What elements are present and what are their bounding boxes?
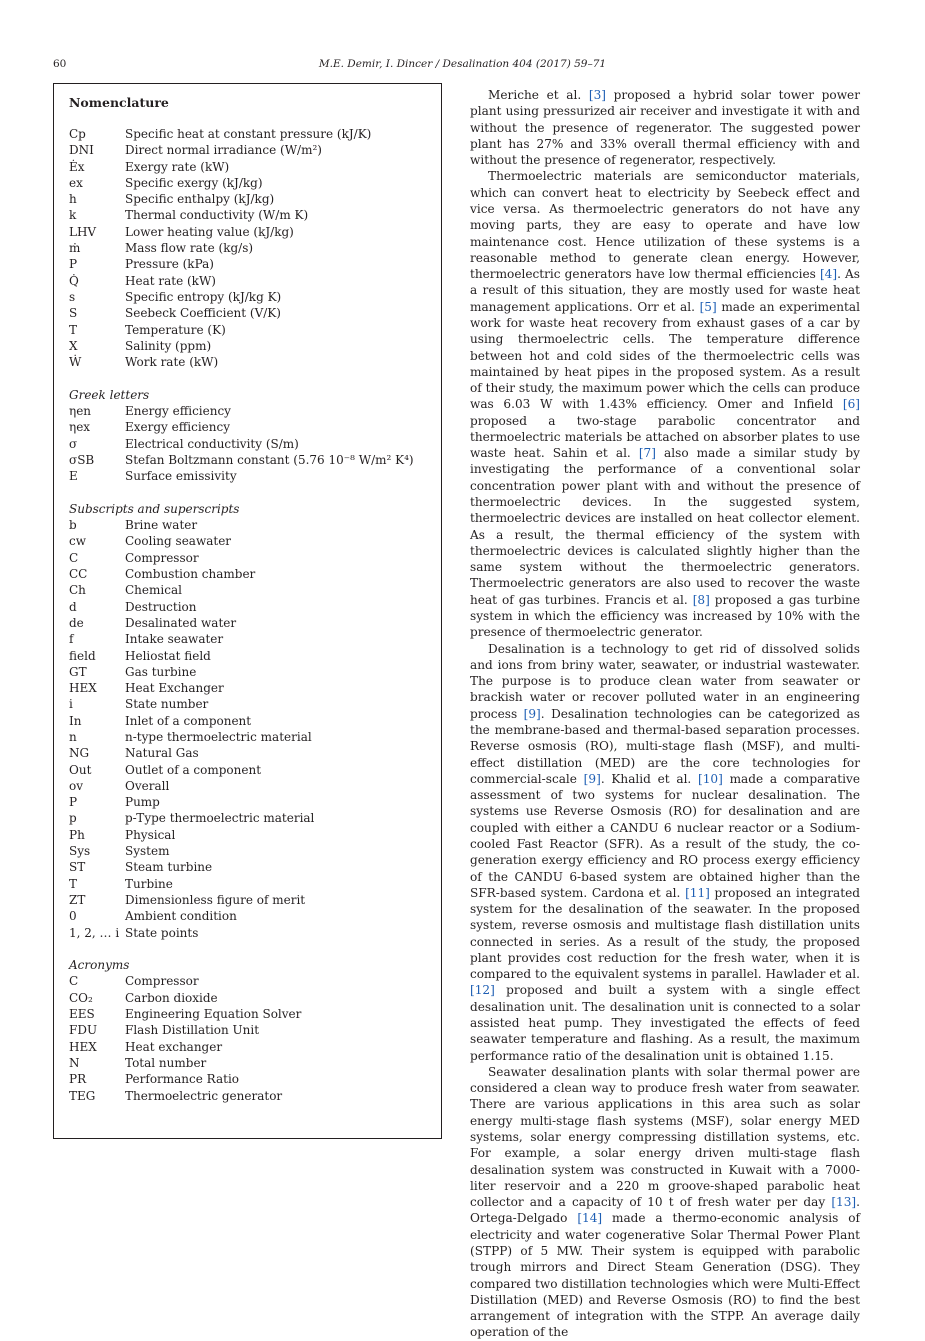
paragraph-text: Desalination is a technology to get rid of dissolved solids and ions from briny water, seawater, or industrial wastewater. The purpose is to produce clean water from seawater or brackish water or recover polluted water in an engineering process <box>470 641 860 721</box>
nomenclature-definition: Engineering Equation Solver <box>125 1007 302 1022</box>
nomenclature-entry <box>69 305 434 321</box>
nomenclature-symbol: T <box>69 876 78 891</box>
nomenclature-symbol: k <box>69 208 77 223</box>
nomenclature-definition: Overall <box>125 778 170 793</box>
nomenclature-entry <box>69 648 434 664</box>
nomenclature-definition: Cooling seawater <box>125 534 232 549</box>
nomenclature-symbol: Sys <box>69 844 91 859</box>
nomenclature-symbol: ηex <box>69 420 91 435</box>
nomenclature-definition: State number <box>125 697 209 712</box>
nomenclature-symbol: S <box>69 306 78 321</box>
nomenclature-symbol: ZT <box>69 892 86 907</box>
paragraph-text: . Desalination technologies can be categorized as the membrane-based and thermal-based separation processes. Reverse osmosis (RO), multi-stage flash (MSF), and multi-effect distillation (MED) are the core technologies for commercial-scale <box>470 706 861 786</box>
nomenclature-definition: Heat rate (kW) <box>125 273 216 288</box>
nomenclature-entry <box>69 1088 434 1104</box>
nomenclature-entry <box>69 468 434 484</box>
nomenclature-entry <box>69 876 434 892</box>
paragraph-text: proposed a hybrid solar tower power plant using pressurized air receiver and investigate it with and without the presence of regenerator. The suggested power plant has 27% and 33% overall thermal efficiency with and without the presence of regenerator, respectively. <box>470 88 860 168</box>
nomenclature-entry <box>69 859 434 875</box>
paragraph-text: made a thermo-economic analysis of electricity and water cogenerative Solar Thermal Power Plant (STPP) of 5 MW. Their system is equipped with parabolic trough mirrors and Direct Steam Generation (DSG). They compared two distillation technologies which were Multi-Effect Distillation (MED) and Reverse Osmosis (RO) to find the best arrangement of integration with the STPP. An average daily operation of the <box>470 1211 860 1340</box>
paragraph-text: made an experimental work for waste heat recovery from exhaust gases of a car by using thermoelectric cells. The temperature difference between hot and cold sides of the thermoelectric cells was maintained by heat pipes in the proposed system. As a result of their study, the maximum power which the cells can produce was 6.03 W with 1.43% efficiency. Omer and Infield <box>470 299 860 412</box>
nomenclature-definition: Compressor <box>125 550 199 565</box>
paragraph-text: Thermoelectric materials are semiconductor materials, which can convert heat to electricity by Seebeck effect and vice versa. As thermoelectric generators do not have any moving parts, they are easy to operate and have low maintenance cost. Hence utilization of these systems is a reasonable method to generate clean energy. However, thermoelectric generators have low thermal efficiencies <box>470 169 860 282</box>
nomenclature-definition: Compressor <box>125 974 199 989</box>
nomenclature-entry <box>69 892 434 908</box>
nomenclature-symbol: FDU <box>69 1023 98 1038</box>
running-header <box>0 58 925 72</box>
nomenclature-symbol: EES <box>69 1007 95 1022</box>
paragraph-text: proposed a gas turbine system in which the efficiency was increased by 10% with the presence of thermoelectric generator. <box>470 592 860 640</box>
nomenclature-entry <box>69 696 434 712</box>
nomenclature-symbol: HEX <box>69 1039 97 1054</box>
citation-link[interactable]: [4] <box>819 267 838 282</box>
nomenclature-entry <box>69 599 434 615</box>
nomenclature-definition: Specific entropy (kJ/kg K) <box>125 289 282 304</box>
nomenclature-definition: Thermoelectric generator <box>125 1088 283 1103</box>
nomenclature-definition: Heat Exchanger <box>125 681 224 696</box>
nomenclature-entry <box>69 843 434 859</box>
nomenclature-symbol: X <box>69 338 78 353</box>
nomenclature-definition: Work rate (kW) <box>125 355 219 370</box>
nomenclature-entry <box>69 631 434 647</box>
nomenclature-entry <box>69 778 434 794</box>
paragraph-text: proposed a two-stage parabolic concentrator and thermoelectric materials be attached on absorber plates to use waste heat. Sahin et al. <box>470 413 860 461</box>
nomenclature-definition: Chemical <box>125 583 182 598</box>
nomenclature-entry <box>69 240 434 256</box>
nomenclature-definition: Pressure (kPa) <box>125 257 214 272</box>
nomenclature-definition: Stefan Boltzmann constant (5.76 10⁻⁸ W/m² K⁴) <box>125 452 414 467</box>
nomenclature-entry <box>69 1022 434 1038</box>
nomenclature-symbol: Ėx <box>69 159 85 174</box>
nomenclature-definition: Gas turbine <box>125 664 197 679</box>
citation-link[interactable]: [3] <box>588 88 606 102</box>
citation-link[interactable]: [5] <box>699 299 717 314</box>
nomenclature-entry <box>69 419 434 435</box>
nomenclature-symbol: HEX <box>69 681 97 696</box>
nomenclature-entry <box>69 794 434 810</box>
nomenclature-symbol: ṁ <box>69 241 81 256</box>
nomenclature-definition: Seebeck Coefficient (V/K) <box>125 306 281 321</box>
nomenclature-definition: Steam turbine <box>125 860 213 875</box>
nomenclature-symbol: ST <box>69 860 86 875</box>
nomenclature-definition: Specific heat at constant pressure (kJ/K) <box>125 127 372 141</box>
nomenclature-entry <box>69 925 434 941</box>
nomenclature-section-heading: Acronyms <box>69 958 130 973</box>
nomenclature-entry <box>69 436 434 452</box>
nomenclature-symbol: σSB <box>69 452 95 467</box>
nomenclature-entry <box>69 810 434 826</box>
nomenclature-entry <box>69 762 434 778</box>
nomenclature-symbol: In <box>69 713 82 728</box>
nomenclature-symbol: LHV <box>69 224 97 239</box>
nomenclature-entry <box>69 126 434 142</box>
paragraph <box>470 641 860 1064</box>
citation-link[interactable]: [10] <box>698 771 723 786</box>
body-text-column <box>470 87 860 1341</box>
nomenclature-entry <box>69 517 434 533</box>
citation-link[interactable]: [9] <box>583 771 601 786</box>
nomenclature-definition: Specific enthalpy (kJ/kg) <box>125 192 275 207</box>
nomenclature-definition: Thermal conductivity (W/m K) <box>125 208 309 223</box>
nomenclature-definition: Flash Distillation Unit <box>125 1023 260 1038</box>
nomenclature-definition: Performance Ratio <box>125 1072 240 1087</box>
citation-link[interactable]: [9] <box>523 706 541 721</box>
nomenclature-definition: Electrical conductivity (S/m) <box>125 436 299 451</box>
nomenclature-definition: Ambient condition <box>125 909 237 924</box>
nomenclature-definition: Carbon dioxide <box>125 990 218 1005</box>
nomenclature-symbol: N <box>69 1055 80 1070</box>
nomenclature-definition: Physical <box>125 827 176 842</box>
citation-link[interactable]: [7] <box>638 446 656 461</box>
paragraph-text: proposed and built a system with a single effect desalination unit. The desalination unit is connected to a solar assisted heat pump. They investigated the effects of feed seawater temperature and flashing. As a result, the maximum performance ratio of the desalination unit is obtained 1.15. <box>470 983 860 1063</box>
nomenclature-symbol: p <box>69 811 77 826</box>
nomenclature-entry <box>69 354 434 370</box>
nomenclature-entry <box>69 273 434 289</box>
nomenclature-definition: Inlet of a component <box>125 713 252 728</box>
nomenclature-entry <box>69 582 434 598</box>
citation-link[interactable]: [12] <box>470 983 495 998</box>
nomenclature-entry <box>69 322 434 338</box>
nomenclature-symbol: n <box>69 729 77 744</box>
nomenclature-symbol: P <box>69 257 78 272</box>
nomenclature-definition: Specific exergy (kJ/kg) <box>125 175 263 190</box>
nomenclature-entry <box>69 175 434 191</box>
nomenclature-symbol: de <box>69 615 84 630</box>
nomenclature-symbol: field <box>69 648 96 663</box>
nomenclature-definition: n-type thermoelectric material <box>125 729 312 744</box>
nomenclature-symbol: Out <box>69 762 92 777</box>
nomenclature-entry <box>69 256 434 272</box>
citation-link[interactable]: [11] <box>685 885 710 900</box>
nomenclature-entry <box>69 1055 434 1071</box>
nomenclature-symbol: GT <box>69 664 87 679</box>
nomenclature-definition: p-Type thermoelectric material <box>125 811 315 826</box>
nomenclature-symbol: T <box>69 322 78 337</box>
journal-citation: M.E. Demir, I. Dincer / Desalination 404 (2017) 59–71 <box>318 58 607 70</box>
paragraph-text: also made a similar study by investigating the performance of a conventional solar concentration power plant with and without the presence of thermoelectric devices. In the suggested system, thermoelectric devices are installed on heat collector element. As a result, the thermal efficiency of the system with thermoelectric devices is calculated slightly higher than the same system without the thermoelectric generators. Thermoelectric generators are also used to recover the waste heat of gas turbines. Francis et al. <box>470 446 860 607</box>
nomenclature-symbol: Q̇ <box>69 273 79 288</box>
citation-link[interactable]: [13] <box>831 1195 857 1210</box>
nomenclature-symbol: Ph <box>69 827 85 842</box>
nomenclature-definition: Total number <box>125 1055 207 1070</box>
paragraph <box>470 168 860 640</box>
nomenclature-entry <box>69 745 434 761</box>
nomenclature-title: Nomenclature <box>69 95 169 110</box>
nomenclature-entry <box>69 680 434 696</box>
nomenclature-symbol: f <box>69 632 74 647</box>
nomenclature-symbol: ov <box>69 778 84 793</box>
nomenclature-symbol: Ch <box>69 583 86 598</box>
nomenclature-entry <box>69 159 434 175</box>
nomenclature-definition: Dimensionless figure of merit <box>125 892 306 907</box>
nomenclature-symbol: TEG <box>69 1088 96 1103</box>
nomenclature-symbol: CO₂ <box>69 990 93 1005</box>
nomenclature-symbol: C <box>69 550 79 565</box>
nomenclature-definition: State points <box>125 925 199 940</box>
nomenclature-section-heading: Greek letters <box>69 387 150 402</box>
nomenclature-symbol: C <box>69 974 79 989</box>
nomenclature-entry <box>69 338 434 354</box>
nomenclature-symbol: b <box>69 518 77 533</box>
nomenclature-entry <box>69 1039 434 1055</box>
nomenclature-entry <box>69 827 434 843</box>
nomenclature-entry <box>69 224 434 240</box>
nomenclature-entry <box>69 1071 434 1087</box>
paragraph-text: Seawater desalination plants with solar thermal power are considered a clean way to produce fresh water from seawater. There are various applications in this area such as solar energy multi-stage flash systems (MSF), solar energy MED systems, solar energy compressing distillation systems, etc. For example, a solar energy driven multi-stage flash desalination system was constructed in Kuwait with a 7000-liter reservoir and a 220 m groove-shaped parabolic heat collector and a capacity of 10 t of fresh water per day <box>470 1064 860 1210</box>
nomenclature-section-heading: Subscripts and superscripts <box>69 501 240 516</box>
paragraph-text: . As a result of this situation, they are mostly used for waste heat management applications. Orr et al. <box>470 267 860 314</box>
nomenclature-definition: Intake seawater <box>125 632 224 647</box>
nomenclature-definition: Heat exchanger <box>125 1039 223 1054</box>
nomenclature-symbol: σ <box>69 436 78 451</box>
nomenclature-symbol: Ẇ <box>69 355 82 370</box>
nomenclature-entry <box>69 566 434 582</box>
nomenclature-definition: Heliostat field <box>125 648 211 663</box>
nomenclature-definition: Exergy efficiency <box>125 420 230 435</box>
paragraph <box>470 87 860 168</box>
nomenclature-symbol: s <box>69 289 76 304</box>
nomenclature-entry <box>69 207 434 223</box>
nomenclature-symbol: i <box>69 697 73 712</box>
nomenclature-definition: Turbine <box>125 876 173 891</box>
nomenclature-box <box>53 83 442 1139</box>
nomenclature-definition: Energy efficiency <box>125 404 231 419</box>
nomenclature-symbol: Cp <box>69 127 86 141</box>
nomenclature-symbol: E <box>69 469 78 484</box>
paragraph-text: Meriche et al. <box>488 88 589 102</box>
paragraph-text: made a comparative assessment of two systems for nuclear desalination. The systems use Reverse Osmosis (RO) for desalination and are coupled with either a CANDU 6 nuclear reactor or a Sodium-cooled Fast Reactor (SFR). As a result of the study, the co-generation exergy efficiency and RO process exergy efficiency of the CANDU 6-based system are obtained higher than the SFR-based system. Cardona et al. <box>470 771 860 900</box>
nomenclature-definition: Exergy rate (kW) <box>125 159 230 174</box>
nomenclature-entry <box>69 550 434 566</box>
nomenclature-symbol: CC <box>69 567 88 582</box>
section-spacer <box>69 941 434 957</box>
nomenclature-symbol: DNI <box>69 143 94 158</box>
nomenclature-list <box>69 126 434 1104</box>
paragraph-text: . Khalid et al. <box>600 771 699 786</box>
paragraph <box>470 1064 860 1341</box>
paragraph-text: . Ortega-Delgado <box>470 1195 860 1226</box>
nomenclature-definition: Mass flow rate (kg/s) <box>125 241 254 256</box>
nomenclature-symbol: d <box>69 599 77 614</box>
nomenclature-symbol: PR <box>69 1072 87 1087</box>
nomenclature-symbol: 1, 2, … i <box>69 925 120 940</box>
citation-link[interactable]: [14] <box>577 1211 603 1226</box>
paragraph-text: proposed an integrated system for the desalination of the seawater. In the proposed system, reverse osmosis and multistage flash distillation units connected in series. As a result of the study, the proposed plant provides cost reduction for the fresh water, when it is compared to the equivalent systems in parallel. Hawlader et al. <box>470 885 860 982</box>
nomenclature-entry <box>69 289 434 305</box>
nomenclature-definition: System <box>125 844 170 859</box>
nomenclature-definition: Desalinated water <box>125 615 237 630</box>
nomenclature-entry <box>69 973 434 989</box>
nomenclature-definition: Temperature (K) <box>125 322 226 337</box>
nomenclature-entry <box>69 533 434 549</box>
nomenclature-entry <box>69 729 434 745</box>
nomenclature-symbol: cw <box>69 534 86 549</box>
nomenclature-definition: Brine water <box>125 518 198 533</box>
nomenclature-definition: Destruction <box>125 599 197 614</box>
nomenclature-symbol: 0 <box>69 909 77 924</box>
nomenclature-definition: Salinity (ppm) <box>125 338 212 353</box>
page-number: 60 <box>53 58 67 70</box>
nomenclature-entry <box>69 403 434 419</box>
nomenclature-symbol: h <box>69 192 77 207</box>
nomenclature-definition: Outlet of a component <box>125 762 262 777</box>
nomenclature-symbol: NG <box>69 746 90 761</box>
nomenclature-entry <box>69 990 434 1006</box>
nomenclature-entry <box>69 713 434 729</box>
nomenclature-entry <box>69 452 434 468</box>
nomenclature-entry <box>69 1006 434 1022</box>
nomenclature-symbol: ex <box>69 175 83 190</box>
section-spacer <box>69 370 434 386</box>
citation-link[interactable]: [8] <box>692 592 710 607</box>
nomenclature-entry <box>69 142 434 158</box>
nomenclature-entry <box>69 908 434 924</box>
nomenclature-entry <box>69 615 434 631</box>
section-spacer <box>69 485 434 501</box>
nomenclature-entry <box>69 664 434 680</box>
nomenclature-symbol: P <box>69 795 78 810</box>
nomenclature-symbol: ηen <box>69 404 92 419</box>
nomenclature-definition: Direct normal irradiance (W/m²) <box>125 143 322 158</box>
nomenclature-entry <box>69 191 434 207</box>
nomenclature-definition: Combustion chamber <box>125 567 256 582</box>
nomenclature-definition: Lower heating value (kJ/kg) <box>125 224 294 239</box>
nomenclature-definition: Surface emissivity <box>125 469 237 484</box>
citation-link[interactable]: [6] <box>842 397 860 412</box>
nomenclature-definition: Pump <box>125 795 160 810</box>
nomenclature-definition: Natural Gas <box>125 746 199 761</box>
